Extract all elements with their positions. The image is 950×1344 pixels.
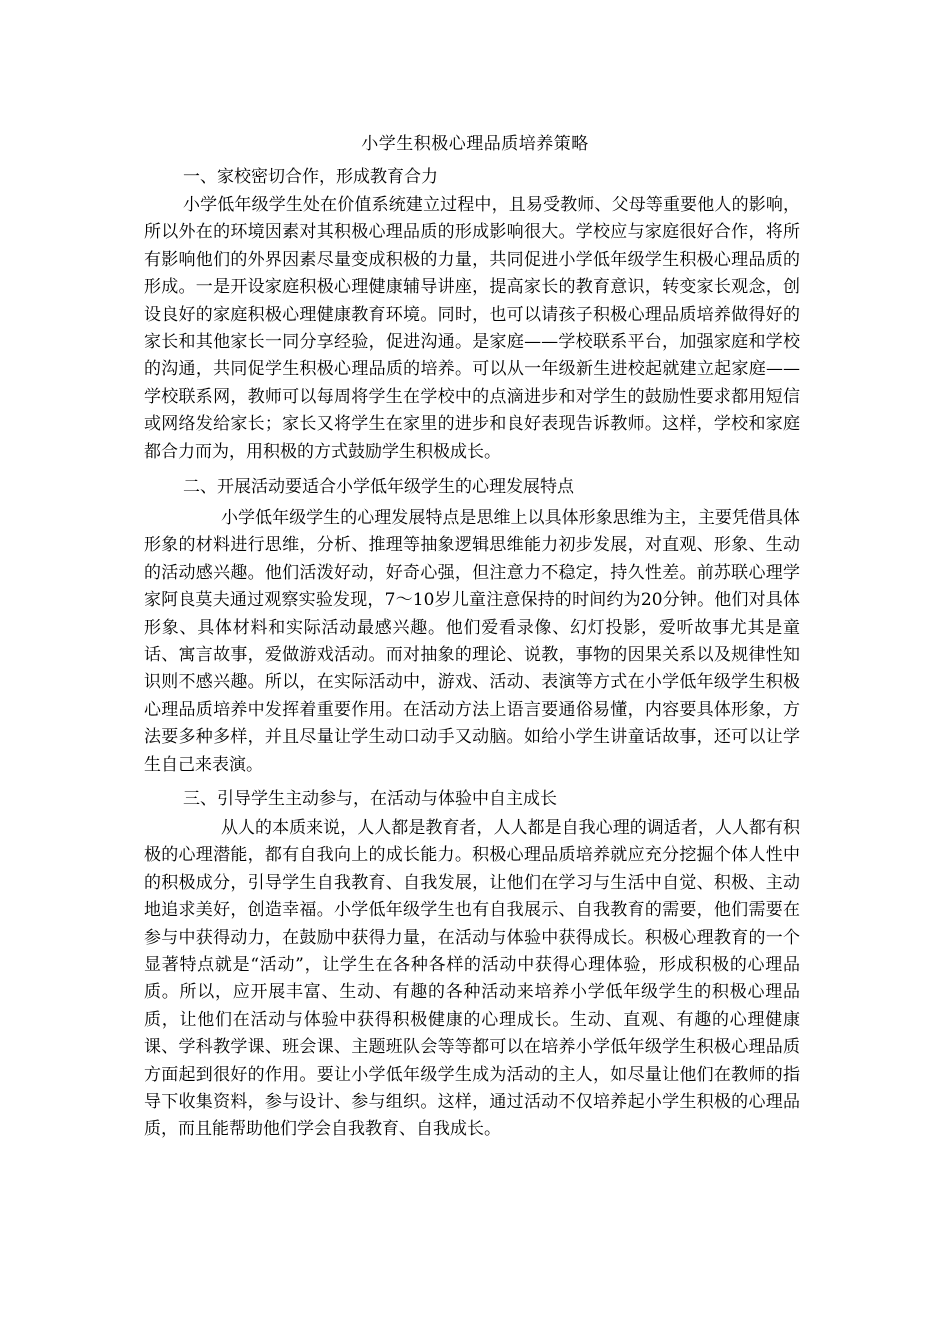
section-1-heading: 一、家校密切合作，形成教育合力 [183, 167, 438, 187]
section-3-heading: 三、引导学生主动参与，在活动与体验中自主成长 [183, 789, 557, 809]
section-2-paragraph: 小学低年级学生的心理发展特点是思维上以具体形象思维为主，主要凭借具体形象的材料进行思维，分析、推理等抽象逻辑思维能力初步发展，对直观、形象、生动的活动感兴趣。他们活泼好动，好奇心强，但注意力不稳定，持久性差。前苏联心理学家阿良莫夫通过观察实验发现，7～10岁儿童注意保持的时间约为20分钟。他们对具体形象、具体材料和实际活动最感兴趣。他们爱看录像、幻灯投影，爱听故事尤其是童话、寓言故事，爱做游戏活动。而对抽象的理论、说教，事物的因果关系以及规律性知识则不感兴趣。所以，在实际活动中，游戏、活动、表演等方式在小学低年级学生积极心理品质培养中发挥着重要作用。在活动方法上语言要通俗易懂，内容要具体形象，方法要多种多样，并且尽量让学生动口动手又动脑。如给小学生讲童话故事，还可以让学生自己来表演。 [144, 508, 800, 775]
document-title: 小学生积极心理品质培养策略 [361, 134, 589, 154]
section-3-paragraph: 从人的本质来说，人人都是教育者，人人都是自我心理的调适者，人人都有积极的心理潜能，都有自我向上的成长能力。积极心理品质培养就应充分挖掘个体人性中的积极成分，引导学生自我教育、自我发展，让他们在学习与生活中自觉、积极、主动地追求美好，创造幸福。小学低年级学生也有自我展示、自我教育的需要，他们需要在参与中获得动力，在鼓励中获得力量，在活动与体验中获得成长。积极心理教育的一个显著特点就是“活动”，让学生在各种各样的活动中获得心理体验，形成积极的心理品质。所以，应开展丰富、生动、有趣的各种活动来培养小学低年级学生的积极心理品质，让他们在活动与体验中获得积极健康的心理成长。生动、直观、有趣的心理健康课、学科教学课、班会课、主题班队会等等都可以在培养小学低年级学生积极心理品质方面起到很好的作用。要让小学低年级学生成为活动的主人，如尽量让他们在教师的指导下收集资料，参与设计、参与组织。这样，通过活动不仅培养起小学生积极的心理品质，而且能帮助他们学会自我教育、自我成长。 [144, 818, 800, 1140]
section-1-paragraph: 小学低年级学生处在价值系统建立过程中，且易受教师、父母等重要他人的影响，所以外在的环境因素对其积极心理品质的形成影响很大。学校应与家庭很好合作，将所有影响他们的外界因素尽量变成积极的力量，共同促进小学低年级学生积极心理品质的形成。一是开设家庭积极心理健康辅导讲座，提高家长的教育意识，转变家长观念，创设良好的家庭积极心理健康教育环境。同时，也可以请孩子积极心理品质培养做得好的家长和其他家长一同分享经验，促进沟通。是家庭——学校联系平台，加强家庭和学校的沟通，共同促学生积极心理品质的培养。可以从一年级新生进校起就建立起家庭——学校联系网，教师可以每周将学生在学校中的点滴进步和对学生的鼓励性要求都用短信或网络发给家长；家长又将学生在家里的进步和良好表现告诉教师。这样，学校和家庭都合力而为，用积极的方式鼓励学生积极成长。 [144, 195, 800, 462]
section-2-heading: 二、开展活动要适合小学低年级学生的心理发展特点 [183, 477, 574, 497]
